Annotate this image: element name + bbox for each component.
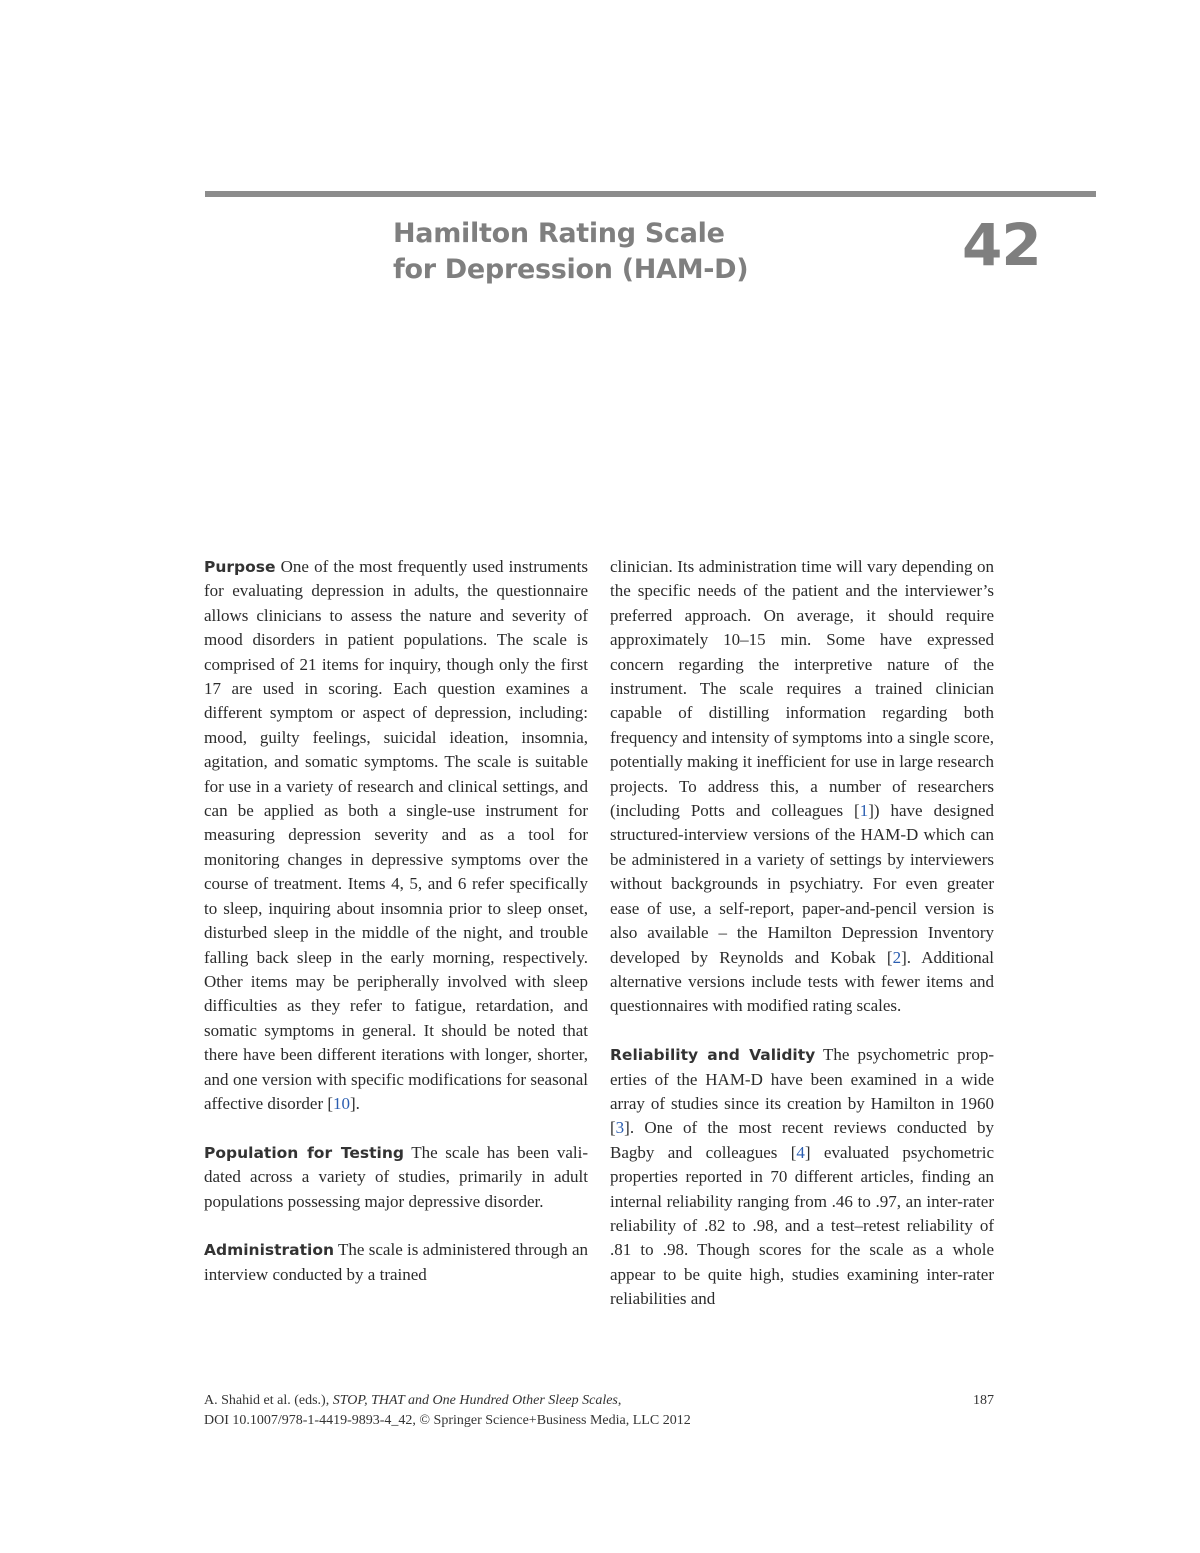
purpose-heading: Purpose xyxy=(204,558,276,576)
left-column xyxy=(204,555,588,1287)
book-title: STOP, THAT and One Hundred Other Sleep Scales xyxy=(332,1393,618,1408)
reliability-paragraph xyxy=(610,1043,994,1311)
purpose-text-end: ]. xyxy=(350,1093,360,1113)
administration-heading: Administration xyxy=(204,1241,335,1260)
footer-doi: DOI 10.1007/978-1-4419-9893-4_42, © Springer Science+Business Media, LLC 2012 xyxy=(204,1413,691,1428)
chapter-title-line1: Hamilton Rating Scale xyxy=(393,218,725,249)
reference-link-3[interactable]: 3 xyxy=(615,1118,625,1138)
reference-link-2[interactable]: 2 xyxy=(892,947,902,967)
page-footer xyxy=(204,1391,994,1431)
administration-continued-paragraph xyxy=(610,555,994,1019)
administration-continued-text-2: ]) have designed structured-interview versions of the HAM-D which can be administered in a variety of settings by interviewers without backgrounds in psychiatry. For even greater ease of use, a self-report, paper-and-pencil version is also available – the Hamilton Depression Inventory developed by Reynolds and Kobak [ xyxy=(610,801,994,967)
right-column xyxy=(610,555,994,1312)
reference-link-4[interactable]: 4 xyxy=(796,1142,805,1162)
population-paragraph xyxy=(204,1141,588,1214)
administration-continued-text: clinician. Its administration time will vary depending on the specific needs of the patient and the interviewer’s preferred approach. On average, it should require approximately 10–15 min. Some have expressed concern regarding the interpretive nature of the instrument. The scale requires a trained clinician capable of distilling information regarding both frequency and intensity of symptoms into a single score, potentially making it inefficient for use in large research projects. To address this, a number of researchers (including Potts and colleagues [ xyxy=(610,557,994,821)
administration-text: The scale is administered through an interview conducted by a trained xyxy=(204,1240,588,1284)
reliability-heading: Reliability and Validity xyxy=(610,1046,816,1065)
citation-suffix: , xyxy=(617,1393,622,1408)
reliability-text: The psychometric properties of the HAM-D have been examined in a wide array of studies since its creation by Hamilton in 1960 [ xyxy=(610,1045,994,1138)
chapter-title-line2: for Depression (HAM-D) xyxy=(393,254,749,285)
footer-citation xyxy=(204,1391,994,1411)
administration-continued-text-3: ]. Additional alternative versions include tests with fewer items and questionnaires with modified rating scales. xyxy=(610,947,994,1016)
administration-paragraph xyxy=(204,1238,588,1287)
citation-prefix: A. Shahid et al. (eds.), xyxy=(204,1393,333,1408)
population-heading: Population for Testing xyxy=(204,1143,404,1162)
purpose-paragraph xyxy=(204,555,588,1116)
top-rule xyxy=(205,191,1096,197)
reliability-text-2: ]. One of the most recent reviews conducted by Bagby and colleagues [ xyxy=(610,1118,994,1162)
chapter-number: 42 xyxy=(962,211,1041,279)
reliability-text-3: ] evaluated psychometric properties reported in 70 different articles, finding an internal reliability ranging from .46 to .97, an inter-rater reliability of .82 to .98, and a test–retest reliability of .81 to .98. Though scores for the scale as a whole appear to be quite high, studies examining inter-rater reliabilities and xyxy=(610,1142,994,1309)
chapter-title xyxy=(393,216,748,288)
page-number: 187 xyxy=(973,1393,994,1408)
reference-link-1[interactable]: 1 xyxy=(859,801,869,821)
reference-link-10[interactable]: 10 xyxy=(333,1093,351,1113)
purpose-text: One of the most frequently used instruments for evaluating depression in adults, the questionnaire allows clinicians to assess the nature and severity of mood disorders in patient populations. The scale is comprised of 21 items for inquiry, though only the first 17 are used in scoring. Each question examines a different symptom or aspect of depression, including: mood, guilty feelings, suicidal ideation, insomnia, agitation, and somatic symptoms. The scale is suitable for use in a variety of research and clinical settings, and can be applied as both a single-use instrument for measuring depression severity and as a tool for monitoring changes in depressive symptoms over the course of treatment. Items 4, 5, and 6 refer specifically to sleep, inquiring about insomnia prior to sleep onset, disturbed sleep in the middle of the night, and trouble falling back sleep in the early morning, respectively. Other items may be peripherally involved with sleep difficulties as they refer to fatigue, retardation, and somatic symptoms in general. It should be noted that there have been different iterations with longer, shorter, and one version with specific modifications for seasonal affective disorder [ xyxy=(204,557,588,1113)
population-text: The scale has been validated across a variety of studies, primarily in adult populations possessing major depressive disorder. xyxy=(204,1142,588,1211)
